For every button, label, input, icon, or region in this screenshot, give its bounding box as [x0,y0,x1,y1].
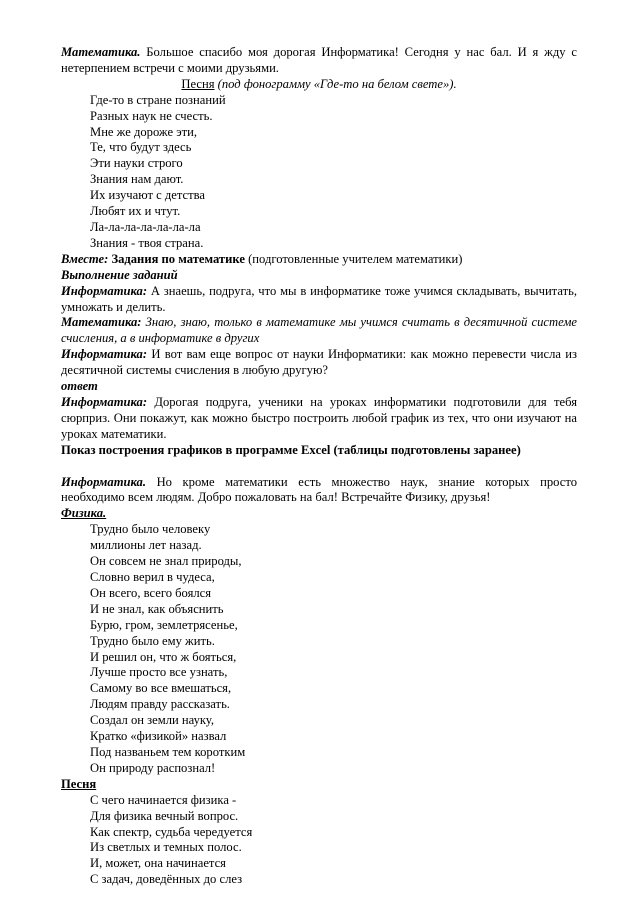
verse-line: Он совсем не знал природы, [90,554,242,569]
paragraph-informatics-3 [61,395,577,443]
verse-line: Он всего, всего боялся [90,585,212,600]
math-tasks-title: Задания по математике [108,251,245,266]
paragraph-text: И вот вам еще вопрос от науки Информатики: как можно перевести числа из десятичной системы счисления в любую другую? [61,347,577,378]
verse-line: Разных наук не счесть. [90,108,213,123]
verse-line: Он природу распознал! [90,760,216,775]
together-line [61,252,577,268]
song-title: Песня [181,76,215,91]
verse-line: Знания нам дают. [90,172,184,187]
paragraph-text: (подготовленные учителем математики) [244,251,463,266]
paragraph-math-intro [61,45,577,77]
verse-1 [61,93,577,252]
document-page [61,45,577,888]
verse-line: Под названьем тем коротким [90,744,246,759]
verse-line: Где-то в стране познаний [90,92,226,107]
song-2-label: Песня [61,776,97,791]
speaker-label: Вместе: [61,251,109,266]
verse-line: Трудно было человеку [90,522,211,537]
verse-line: Как спектр, судьба чередуется [90,824,253,839]
physics-label: Физика. [61,506,107,521]
verse-line: И не знал, как объяснить [90,601,224,616]
tasks-label: Выполнение заданий [61,267,178,282]
song-heading [61,77,577,93]
verse-line: Те, что будут здесь [90,140,192,155]
verse-line: Лучше просто все узнать, [90,665,228,680]
verse-line: Людям правду рассказать. [90,697,230,712]
speaker-label: Информатика. [61,474,147,489]
verse-line: Словно верил в чудеса, [90,570,215,584]
speaker-label: Математика. [61,45,141,59]
verse-line: С чего начинается физика - [90,792,237,807]
verse-line: миллионы лет назад. [90,538,202,553]
speaker-label: Информатика: [61,394,148,409]
verse-line: Самому во все вмешаться, [90,681,232,696]
paragraph-text: А знаешь, подруга, что мы в информатике тоже учимся складывать, вычитать, умножать и делить. [61,283,577,314]
song-note: (под фонограмму «Где-то на белом свете»). [214,76,457,91]
paragraph-informatics-4 [61,475,577,507]
verse-line: И, может, она начинается [90,856,226,871]
paragraph-text: Большое спасибо моя дорогая Информатика! Сегодня у нас бал. И я жду с нетерпением встречи с моими друзьями. [61,45,577,75]
paragraph-text: Дорогая подруга, ученики на уроках информатики подготовили для тебя сюрприз. Они покажут, как можно быстро построить любой график из тех, что они изучают на уроках математики. [61,394,577,441]
verse-line: Эти науки строго [90,156,183,171]
verse-3 [61,793,577,888]
verse-line: Трудно было ему жить. [90,633,215,648]
excel-heading: Показ построения графиков в программе Excel (таблицы подготовлены заранее) [61,442,521,457]
verse-line: Бурю, гром, землетрясенье, [90,617,238,632]
verse-line: Создал он земли науку, [90,713,214,728]
verse-line: Их изучают с детства [90,188,205,203]
verse-line: Любят их и чтут. [90,204,181,219]
paragraph-text: Знаю, знаю, только в математике мы учимся считать в десятичной системе счисления, а в информатике в других [61,315,577,346]
verse-line: Для физика вечный вопрос. [90,808,239,823]
verse-line: С задач, доведённых до слез [90,872,243,887]
paragraph-text: Но кроме математики есть множество наук, знание которых просто необходимо всем людям. Добро пожаловать на бал! Встречайте Физику, друзья! [61,474,577,505]
verse-2 [61,522,577,777]
paragraph-math-2 [61,315,577,347]
verse-line: Знания - твоя страна. [90,235,204,250]
verse-line: Ла-ла-ла-ла-ла-ла-ла [90,219,201,234]
speaker-label: Информатика: [61,283,148,298]
verse-line: И решил он, что ж бояться, [90,649,237,664]
paragraph-informatics-1 [61,284,577,316]
verse-line: Кратко «физикой» назвал [90,729,227,744]
paragraph-informatics-2 [61,347,577,379]
blank-line [61,459,577,475]
verse-line: Мне же дороже эти, [90,124,198,139]
speaker-label: Математика: [61,315,142,330]
verse-line: Из светлых и темных полос. [90,840,242,855]
speaker-label: Информатика: [61,347,148,362]
answer-label: ответ [61,379,98,394]
